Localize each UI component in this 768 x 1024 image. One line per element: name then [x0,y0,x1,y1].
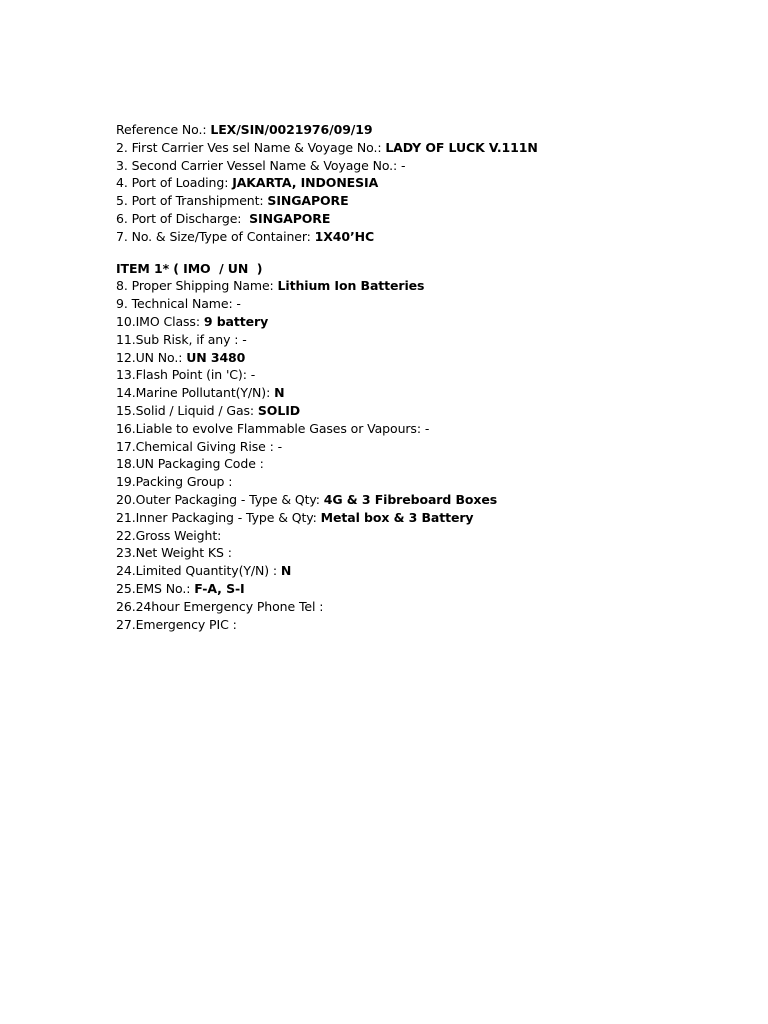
field-label: 11.Sub Risk, if any : - [116,331,247,347]
field-label: 18.UN Packaging Code : [116,456,264,472]
field-label: 4. Port of Loading: [116,175,233,191]
field-label: 27.Emergency PIC : [116,616,237,632]
field-value: 4G & 3 Fibreboard Boxes [323,491,498,507]
field-label: 9. Technical Name: - [116,296,241,312]
field-value: 9 battery [203,313,269,329]
field-value: SOLID [257,402,301,418]
field-label: 17.Chemical Giving Rise : - [116,438,283,454]
field-port-of-transhipment [116,192,716,210]
field-label: Reference No.: [116,122,211,137]
field-value: SINGAPORE [249,210,331,226]
field-outer-packaging [116,491,716,509]
field-gross-weight [116,527,716,545]
field-label: 2. First Carrier Ves sel Name & Voyage No.: [116,139,386,155]
field-port-of-discharge [116,210,716,228]
field-proper-shipping-name [116,277,716,295]
item-heading: ITEM 1* ( IMO / UN ) [116,260,263,276]
field-label: 12.UN No.: [116,349,187,365]
field-emergency-phone [116,598,716,616]
field-limited-quantity [116,562,716,580]
field-reference-no [116,121,716,139]
field-value: N [274,385,285,401]
field-value: UN 3480 [186,349,246,365]
field-label: 6. Port of Discharge: [116,210,250,226]
field-container [116,228,716,246]
field-chemical-giving-rise [116,438,716,456]
field-flash-point [116,366,716,384]
field-label: 7. No. & Size/Type of Container: [116,228,315,244]
field-value: 1X40’HC [314,228,375,244]
field-un-no [116,349,716,367]
document-page [116,121,716,633]
field-value: JAKARTA, INDONESIA [232,175,379,191]
field-marine-pollutant [116,384,716,402]
field-label: 10.IMO Class: [116,313,204,329]
field-flammable-gases [116,420,716,438]
field-label: 14.Marine Pollutant(Y/N): [116,385,275,401]
field-label: 19.Packing Group : [116,474,233,490]
field-packing-group [116,473,716,491]
field-value: LEX/SIN/0021976/09/19 [210,122,373,137]
field-label: 3. Second Carrier Vessel Name & Voyage No.: - [116,157,406,173]
field-value: SINGAPORE [267,193,349,209]
field-value: Metal box & 3 Battery [320,509,474,525]
field-value: F-A, S-I [194,580,245,596]
field-label: 24.Limited Quantity(Y/N) : [116,563,281,579]
field-value: Lithium Ion Batteries [277,278,425,294]
field-emergency-pic [116,616,716,634]
field-sub-risk [116,331,716,349]
field-net-weight [116,544,716,562]
field-imo-class [116,313,716,331]
field-label: 25.EMS No.: [116,580,195,596]
field-label: 13.Flash Point (in 'C): - [116,367,256,383]
field-technical-name [116,295,716,313]
field-value: N [280,563,292,579]
field-ems-no [116,580,716,598]
field-label: 22.Gross Weight: [116,527,222,543]
field-label: 15.Solid / Liquid / Gas: [116,402,258,418]
field-label: 21.Inner Packaging - Type & Qty: [116,509,321,525]
field-label: 16.Liable to evolve Flammable Gases or Vapours: - [116,420,430,436]
field-port-of-loading [116,174,716,192]
field-solid-liquid-gas [116,402,716,420]
field-inner-packaging [116,509,716,527]
field-label: 20.Outer Packaging - Type & Qty: [116,491,324,507]
field-label: 23.Net Weight KS : [116,545,232,561]
section-spacer [116,246,716,260]
field-label: 8. Proper Shipping Name: [116,278,278,294]
field-value: LADY OF LUCK V.111N [385,139,538,155]
field-label: 5. Port of Transhipment: [116,193,268,209]
field-first-carrier [116,139,716,157]
field-label: 26.24hour Emergency Phone Tel : [116,598,324,614]
field-second-carrier [116,157,716,175]
field-un-packaging-code [116,455,716,473]
